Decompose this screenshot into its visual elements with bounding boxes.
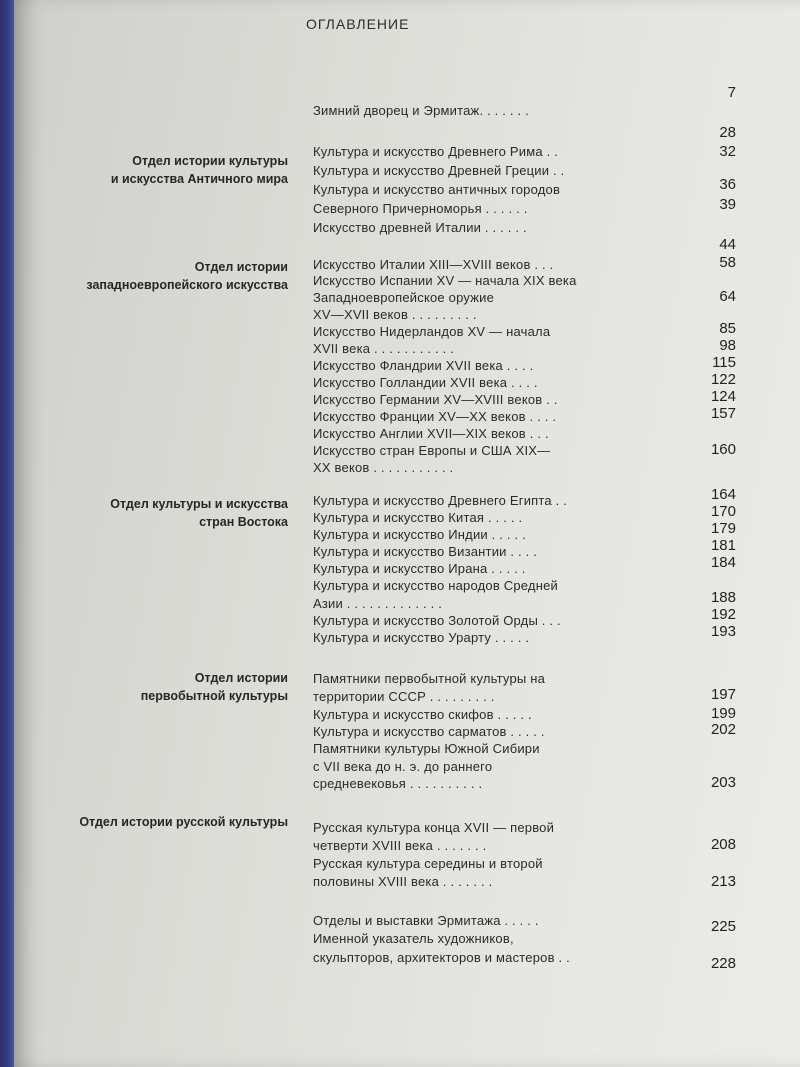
toc-entry-line: Культура и искусство Урарту . . . . .: [313, 630, 530, 645]
page-number: 197: [710, 686, 736, 703]
page-number: 184: [710, 554, 736, 571]
toc-entry-line: Культура и искусство Китая . . . . .: [313, 510, 523, 525]
toc-entry-line: Искусство Англии XVII—XIX веков . . .: [313, 426, 549, 441]
page-number: 32: [719, 143, 736, 160]
page-number: 7: [727, 84, 736, 101]
page-number: 58: [719, 254, 736, 271]
toc-entry-line: Культура и искусство Древнего Египта . .: [313, 493, 568, 508]
toc-entry-line: Памятники первобытной культуры на: [313, 671, 546, 686]
toc-entry-line: Культура и искусство античных городов: [313, 182, 561, 197]
toc-entry-line: Искусство Франции XV—XX веков . . . .: [313, 409, 557, 424]
page-number: 203: [710, 774, 736, 791]
toc-entry-line: Искусство стран Европы и США XIX—: [313, 443, 551, 458]
page-number: 170: [710, 503, 736, 520]
page-number: 225: [710, 918, 736, 935]
toc-entry-line: Русская культура середины и второй: [313, 856, 543, 871]
toc-entry-line: Культура и искусство Индии . . . . .: [313, 527, 526, 542]
section-heading-line: Отдел истории культуры: [132, 154, 288, 168]
toc-entry-line: Искусство Фландрии XVII века . . . .: [313, 358, 534, 373]
page-number: 28: [719, 124, 736, 141]
section-heading-line: Отдел истории: [194, 671, 288, 685]
section-heading-line: стран Востока: [199, 515, 288, 529]
page-number: 64: [719, 288, 736, 305]
section-heading-line: и искусства Античного мира: [110, 172, 288, 186]
section-heading: [0, 258, 288, 294]
toc-entry-line: Искусство древней Италии . . . . . .: [313, 220, 527, 235]
toc-entry-line: XX веков . . . . . . . . . . .: [313, 460, 454, 475]
page-number: 202: [710, 721, 736, 738]
section-heading: [0, 813, 288, 831]
page-number: 188: [710, 589, 736, 606]
toc-entry-line: с VII века до н. э. до раннего: [313, 759, 493, 774]
page-number: 122: [710, 371, 736, 388]
page-number: 179: [710, 520, 736, 537]
toc-entry-line: скульпторов, архитекторов и мастеров . .: [313, 950, 570, 965]
page-number: 208: [710, 836, 736, 853]
toc-entry-line: Культура и искусство Древнего Рима . .: [313, 144, 559, 159]
page-number: 85: [719, 320, 736, 337]
toc-entry-line: Культура и искусство Золотой Орды . . .: [313, 613, 561, 628]
page-number: 44: [719, 236, 736, 253]
page-number: 213: [710, 873, 736, 890]
toc-entry-line: XVII века . . . . . . . . . . .: [313, 341, 455, 356]
toc-entry-line: Культура и искусство Ирана . . . . .: [313, 561, 526, 576]
section-heading-line: Отдел истории: [194, 260, 288, 274]
toc-entry-line: Северного Причерноморья . . . . . .: [313, 201, 528, 216]
toc-entry-line: Культура и искусство Древней Греции . .: [313, 163, 565, 178]
page-number: 39: [719, 196, 736, 213]
toc-entry-line: Русская культура конца XVII — первой: [313, 820, 555, 835]
toc-entry-line: Искусство Италии XIII—XVIII веков . . .: [313, 257, 554, 272]
toc-entry-line: средневековья . . . . . . . . . .: [313, 776, 483, 791]
toc-entry-line: Западноевропейское оружие: [313, 290, 495, 305]
toc-entry-line: Культура и искусство народов Средней: [313, 578, 558, 593]
toc-entry-line: Культура и искусство сарматов . . . . .: [313, 724, 545, 739]
toc-entry-line: Искусство Голландии XVII века . . . .: [313, 375, 538, 390]
toc-entry-line: Искусство Испании XV — начала XIX века: [313, 273, 577, 288]
toc-entry-line: Отделы и выставки Эрмитажа . . . . .: [313, 913, 539, 928]
page-number: 181: [710, 537, 736, 554]
toc-entry-line: половины XVIII века . . . . . . .: [313, 874, 493, 889]
toc-entry-line: Зимний дворец и Эрмитаж. . . . . . .: [313, 103, 529, 118]
toc-entry-line: четверти XVIII века . . . . . . .: [313, 838, 487, 853]
page-number: 36: [719, 176, 736, 193]
page-number: 193: [710, 623, 736, 640]
section-heading: [0, 152, 288, 188]
toc-entry-line: Искусство Германии XV—XVIII веков . .: [313, 392, 558, 407]
section-heading-line: первобытной культуры: [140, 689, 288, 703]
page-number: 160: [710, 441, 736, 458]
page-number: 124: [710, 388, 736, 405]
page-number: 192: [710, 606, 736, 623]
toc-entry-line: Азии . . . . . . . . . . . . .: [313, 596, 443, 611]
page-number: 115: [712, 354, 736, 371]
page-number: 157: [710, 405, 736, 422]
toc-entry-line: территории СССР . . . . . . . . .: [313, 689, 495, 704]
section-heading: [0, 669, 288, 705]
page-number: 98: [719, 337, 736, 354]
toc-entry-line: XV—XVII веков . . . . . . . . .: [313, 307, 477, 322]
toc-entry-line: Культура и искусство Византии . . . .: [313, 544, 538, 559]
toc-entry-line: Искусство Нидерландов XV — начала: [313, 324, 551, 339]
page-number: 164: [710, 486, 736, 503]
page-number: 228: [710, 955, 736, 972]
section-heading-line: Отдел культуры и искусства: [110, 497, 288, 511]
toc-entry-line: Памятники культуры Южной Сибири: [313, 741, 540, 756]
toc-entry-line: Культура и искусство скифов . . . . .: [313, 707, 532, 722]
page-title: ОГЛАВЛЕНИЕ: [306, 16, 410, 32]
page-number: 199: [710, 705, 736, 722]
section-heading: [0, 495, 288, 531]
toc-entry-line: Именной указатель художников,: [313, 931, 514, 946]
section-heading-line: западноевропейского искусства: [86, 278, 288, 292]
section-heading-line: Отдел истории русской культуры: [79, 815, 288, 829]
